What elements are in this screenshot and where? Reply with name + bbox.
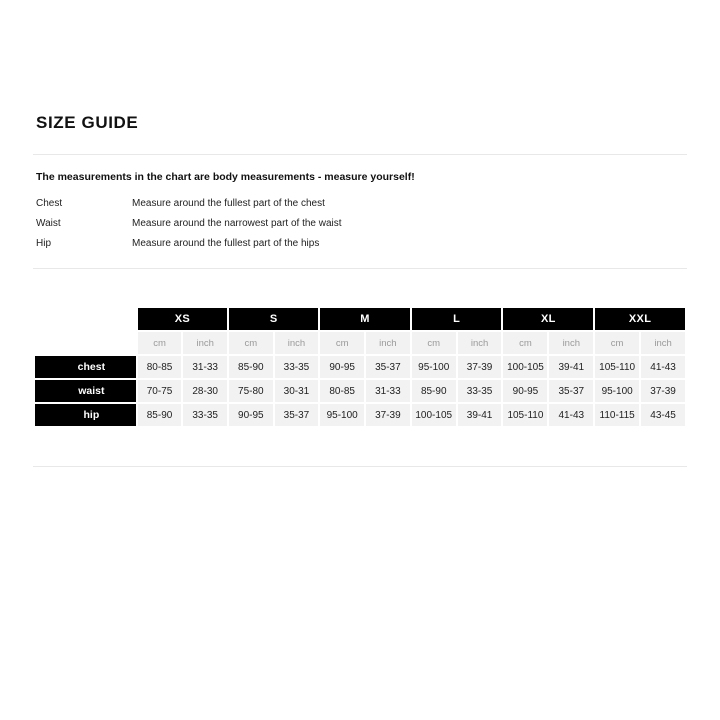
value-cell: 33-35 (183, 404, 227, 426)
divider-top (33, 154, 687, 155)
value-cell: 105-110 (595, 356, 639, 378)
row-label-hip: hip (35, 404, 136, 426)
value-cell: 95-100 (595, 380, 639, 402)
measurement-instructions (36, 193, 676, 253)
corner-cell (35, 308, 136, 330)
table-row-units (35, 332, 685, 354)
table-row (35, 404, 685, 426)
value-cell: 85-90 (138, 404, 182, 426)
value-cell: 85-90 (229, 356, 273, 378)
value-cell: 95-100 (412, 356, 456, 378)
value-cell: 39-41 (549, 356, 593, 378)
divider-bottom (33, 466, 687, 467)
value-cell: 35-37 (275, 404, 319, 426)
unit-cell-inch: inch (366, 332, 410, 354)
size-header-m: M (320, 308, 409, 330)
value-cell: 90-95 (320, 356, 364, 378)
value-cell: 95-100 (320, 404, 364, 426)
unit-cell-cm: cm (138, 332, 182, 354)
size-header-s: S (229, 308, 318, 330)
size-chart-table (33, 306, 687, 428)
size-header-xl: XL (503, 308, 593, 330)
value-cell: 30-31 (275, 380, 319, 402)
value-cell: 41-43 (549, 404, 593, 426)
unit-cell-cm: cm (595, 332, 639, 354)
value-cell: 35-37 (549, 380, 593, 402)
measurement-description: Measure around the fullest part of the chest (132, 197, 325, 209)
value-cell: 37-39 (641, 380, 685, 402)
unit-cell-inch: inch (641, 332, 685, 354)
table-row (35, 356, 685, 378)
value-cell: 33-35 (458, 380, 502, 402)
value-cell: 70-75 (138, 380, 182, 402)
value-cell: 110-115 (595, 404, 639, 426)
measurement-description: Measure around the fullest part of the hips (132, 237, 320, 249)
value-cell: 80-85 (320, 380, 364, 402)
unit-cell-cm: cm (320, 332, 364, 354)
value-cell: 105-110 (503, 404, 547, 426)
value-cell: 43-45 (641, 404, 685, 426)
value-cell: 100-105 (412, 404, 456, 426)
unit-cell-inch: inch (458, 332, 502, 354)
value-cell: 39-41 (458, 404, 502, 426)
list-item (36, 233, 676, 253)
intro-text: The measurements in the chart are body measurements - measure yourself! (36, 171, 415, 183)
value-cell: 31-33 (366, 380, 410, 402)
size-header-xs: XS (138, 308, 227, 330)
unit-cell-inch: inch (183, 332, 227, 354)
value-cell: 37-39 (366, 404, 410, 426)
row-label-waist: waist (35, 380, 136, 402)
value-cell: 35-37 (366, 356, 410, 378)
divider-middle (33, 268, 687, 269)
unit-cell-inch: inch (275, 332, 319, 354)
value-cell: 85-90 (412, 380, 456, 402)
page-title: SIZE GUIDE (36, 113, 139, 132)
measurement-label: Waist (36, 217, 61, 229)
unit-cell-cm: cm (412, 332, 456, 354)
value-cell: 33-35 (275, 356, 319, 378)
value-cell: 31-33 (183, 356, 227, 378)
row-label-chest: chest (35, 356, 136, 378)
value-cell: 75-80 (229, 380, 273, 402)
value-cell: 90-95 (503, 380, 547, 402)
unit-cell-cm: cm (229, 332, 273, 354)
value-cell: 41-43 (641, 356, 685, 378)
list-item (36, 213, 676, 233)
value-cell: 80-85 (138, 356, 182, 378)
size-header-xxl: XXL (595, 308, 685, 330)
size-header-l: L (412, 308, 502, 330)
corner-cell (35, 332, 136, 354)
unit-cell-cm: cm (503, 332, 547, 354)
value-cell: 28-30 (183, 380, 227, 402)
value-cell: 100-105 (503, 356, 547, 378)
table-row (35, 380, 685, 402)
table-row-sizes (35, 308, 685, 330)
value-cell: 37-39 (458, 356, 502, 378)
measurement-label: Hip (36, 237, 52, 249)
value-cell: 90-95 (229, 404, 273, 426)
measurement-description: Measure around the narrowest part of the waist (132, 217, 342, 229)
unit-cell-inch: inch (549, 332, 593, 354)
list-item (36, 193, 676, 213)
measurement-label: Chest (36, 197, 63, 209)
